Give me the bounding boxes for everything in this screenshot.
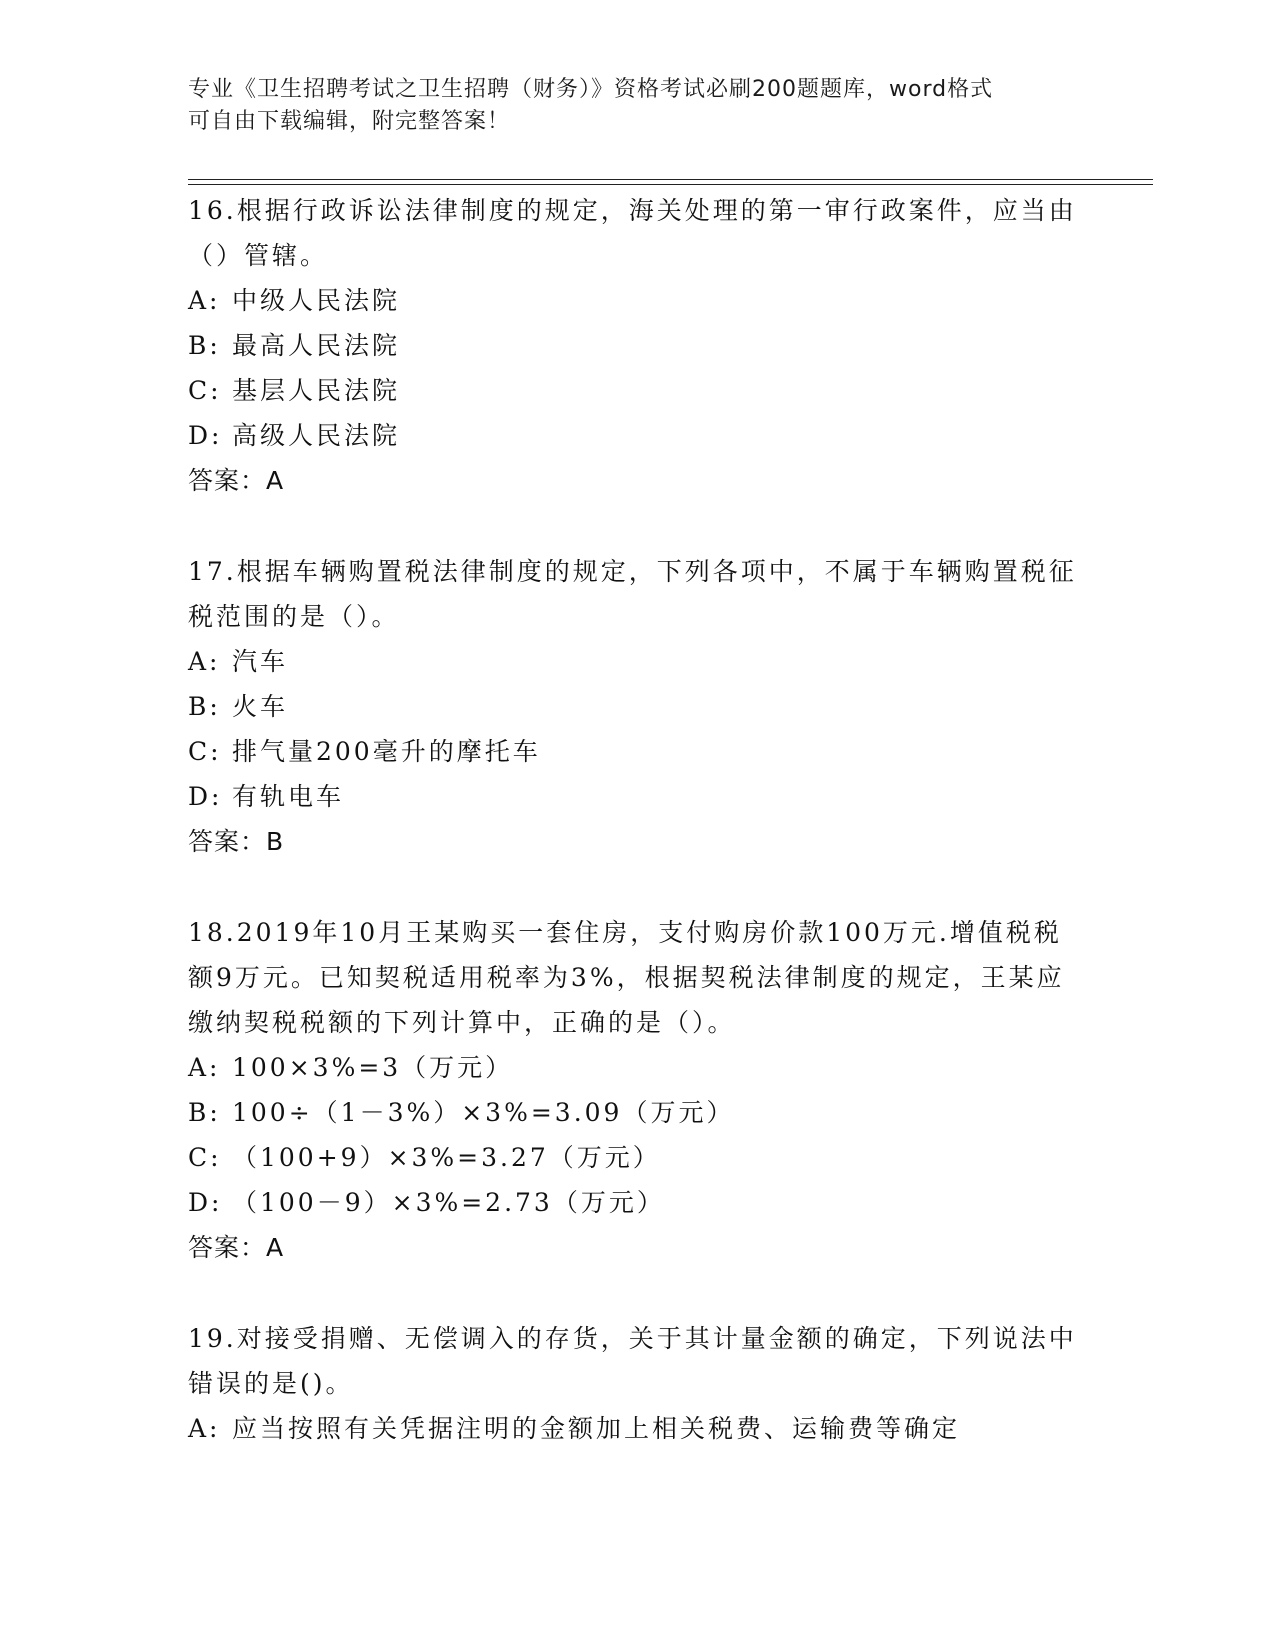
option-text: 最高人民法院 bbox=[232, 331, 401, 360]
document-header bbox=[188, 74, 1088, 138]
option-a bbox=[188, 278, 1088, 323]
option-label: A: bbox=[188, 286, 221, 315]
question-19 bbox=[188, 1316, 1088, 1451]
option-d bbox=[188, 774, 1088, 819]
option-text: 排气量200毫升的摩托车 bbox=[232, 737, 541, 766]
question-18 bbox=[188, 910, 1088, 1270]
answer: 答案：A bbox=[188, 466, 285, 495]
option-text: （100+9）×3%=3.27（万元） bbox=[232, 1143, 661, 1172]
answer: 答案：A bbox=[188, 1233, 285, 1262]
option-text: 100×3%=3（万元） bbox=[232, 1053, 514, 1082]
option-c bbox=[188, 729, 1088, 774]
option-text: 100÷（1－3%）×3%=3.09（万元） bbox=[232, 1098, 735, 1127]
option-label: B: bbox=[188, 331, 221, 360]
option-a bbox=[188, 1406, 1088, 1451]
option-label: D: bbox=[188, 782, 223, 811]
question-list bbox=[188, 188, 1088, 1497]
header-line-2: 可自由下载编辑，附完整答案！ bbox=[188, 109, 511, 134]
option-label: A: bbox=[188, 647, 221, 676]
option-text: 汽车 bbox=[232, 647, 289, 676]
option-b bbox=[188, 684, 1088, 729]
option-d bbox=[188, 1180, 1088, 1225]
option-label: D: bbox=[188, 421, 223, 450]
option-label: C: bbox=[188, 1143, 222, 1172]
option-text: 有轨电车 bbox=[232, 782, 345, 811]
option-label: B: bbox=[188, 1098, 221, 1127]
header-divider-bottom bbox=[188, 184, 1153, 185]
option-text: 中级人民法院 bbox=[232, 286, 401, 315]
question-text: 19.对接受捐赠、无偿调入的存货，关于其计量金额的确定，下列说法中错误的是()。 bbox=[188, 1324, 1077, 1398]
option-label: B: bbox=[188, 692, 221, 721]
question-text: 16.根据行政诉讼法律制度的规定，海关处理的第一审行政案件，应当由（）管辖。 bbox=[188, 196, 1077, 270]
option-label: A: bbox=[188, 1053, 221, 1082]
option-d bbox=[188, 413, 1088, 458]
option-label: D: bbox=[188, 1188, 223, 1217]
option-a bbox=[188, 1045, 1088, 1090]
question-16 bbox=[188, 188, 1088, 503]
option-c bbox=[188, 1135, 1088, 1180]
option-label: C: bbox=[188, 376, 222, 405]
answer: 答案：B bbox=[188, 827, 285, 856]
option-b bbox=[188, 1090, 1088, 1135]
question-text: 17.根据车辆购置税法律制度的规定，下列各项中，不属于车辆购置税征税范围的是（）。 bbox=[188, 557, 1077, 631]
question-text: 18.2019年10月王某购买一套住房，支付购房价款100万元.增值税税额9万元。已知契税适用税率为3%，根据契税法律制度的规定，王某应缴纳契税税额的下列计算中，正确的是（）。 bbox=[188, 918, 1065, 1037]
option-text: 火车 bbox=[232, 692, 289, 721]
header-line-1: 专业《卫生招聘考试之卫生招聘（财务）》资格考试必刷200题题库，word格式 bbox=[188, 77, 994, 102]
option-label: A: bbox=[188, 1414, 221, 1443]
option-b bbox=[188, 323, 1088, 368]
option-a bbox=[188, 639, 1088, 684]
option-text: 应当按照有关凭据注明的金额加上相关税费、运输费等确定 bbox=[232, 1414, 961, 1443]
header-divider-top bbox=[188, 179, 1153, 180]
option-label: C: bbox=[188, 737, 222, 766]
option-text: 高级人民法院 bbox=[232, 421, 401, 450]
question-17 bbox=[188, 549, 1088, 864]
option-text: 基层人民法院 bbox=[232, 376, 401, 405]
option-c bbox=[188, 368, 1088, 413]
option-text: （100－9）×3%=2.73（万元） bbox=[232, 1188, 665, 1217]
